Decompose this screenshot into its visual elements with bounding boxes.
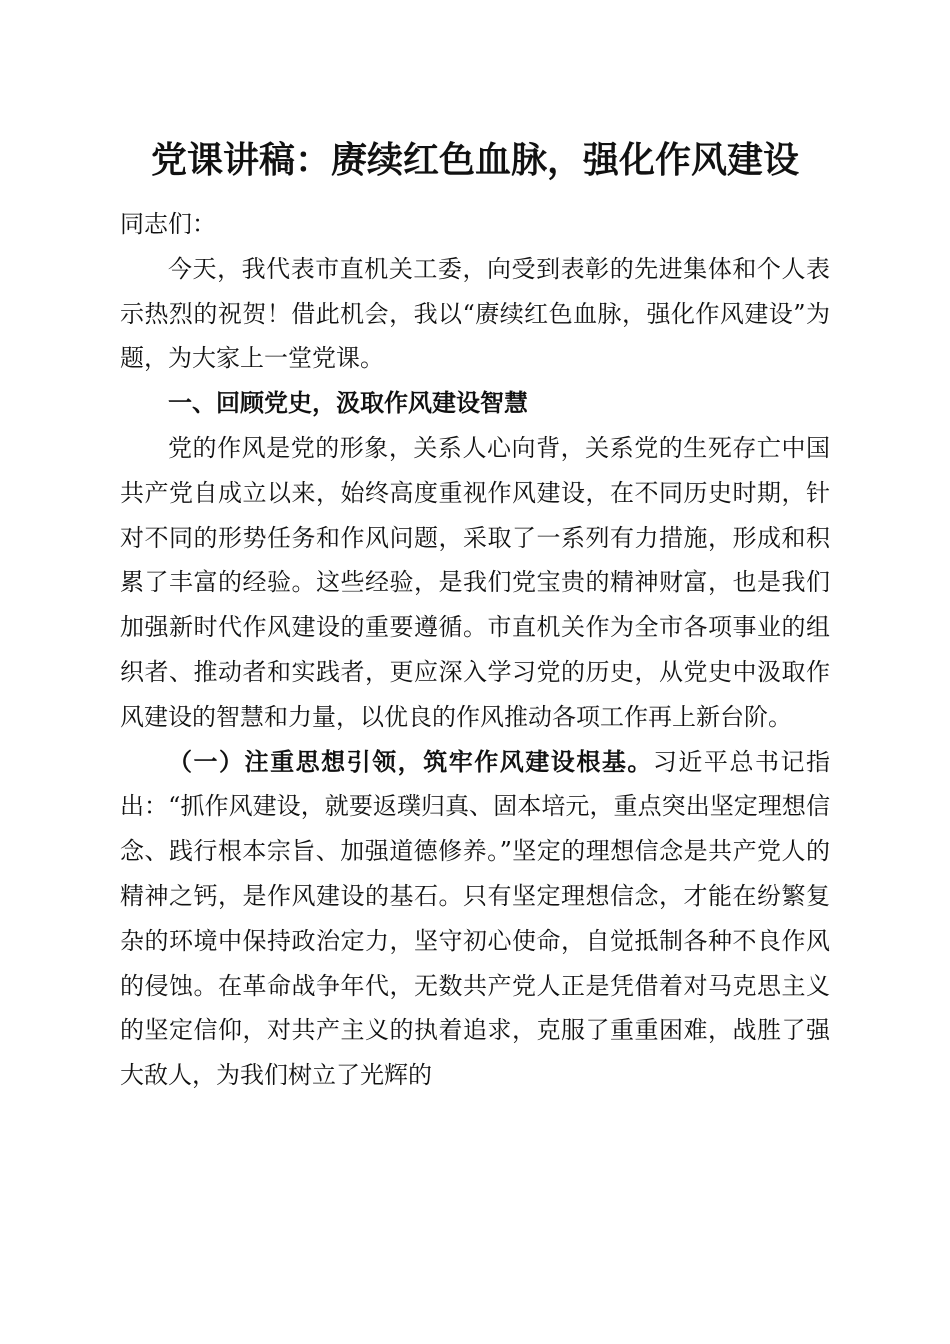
document-body: [120, 202, 830, 1098]
section-paragraph: 党的作风是党的形象，关系人心向背，关系党的生死存亡中国共产党自成立以来，始终高度重视作风建设，在不同历史时期，针对不同的形势任务和作风问题，采取了一系列有力措施，形成和积累了丰富的经验。这些经验，是我们党宝贵的精神财富，也是我们加强新时代作风建设的重要遵循。市直机关作为全市各项事业的组织者、推动者和实践者，更应深入学习党的历史，从党史中汲取作风建设的智慧和力量，以优良的作风推动各项工作再上新台阶。: [120, 433, 830, 731]
subsection-lead: （一）注重思想引领，筑牢作风建设根基。: [168, 746, 653, 776]
subsection-paragraph: [120, 740, 830, 1098]
page-title: 党课讲稿：赓续红色血脉，强化作风建设: [150, 139, 799, 181]
section-heading: 一、回顾党史，汲取作风建设智慧: [168, 389, 528, 418]
intro-paragraph: 今天，我代表市直机关工委，向受到表彰的先进集体和个人表示热烈的祝贺！借此机会，我以“赓续红色血脉，强化作风建设”为题，为大家上一堂党课。: [120, 254, 830, 373]
salutation: 同志们：: [120, 210, 216, 238]
subsection-text: 习近平总书记指出：“抓作风建设，就要返璞归真、固本培元，重点突出坚定理想信念、践行根本宗旨、加强道德修养。”坚定的理想信念是共产党人的精神之钙，是作风建设的基石。只有坚定理想信念，才能在纷繁复杂的环境中保持政治定力，坚守初心使命，自觉抵制各种不良作风的侵蚀。在革命战争年代，无数共产党人正是凭借着对马克思主义的坚定信仰，对共产主义的执着追求，克服了重重困难，战胜了强大敌人，为我们树立了光辉的: [120, 747, 831, 1090]
